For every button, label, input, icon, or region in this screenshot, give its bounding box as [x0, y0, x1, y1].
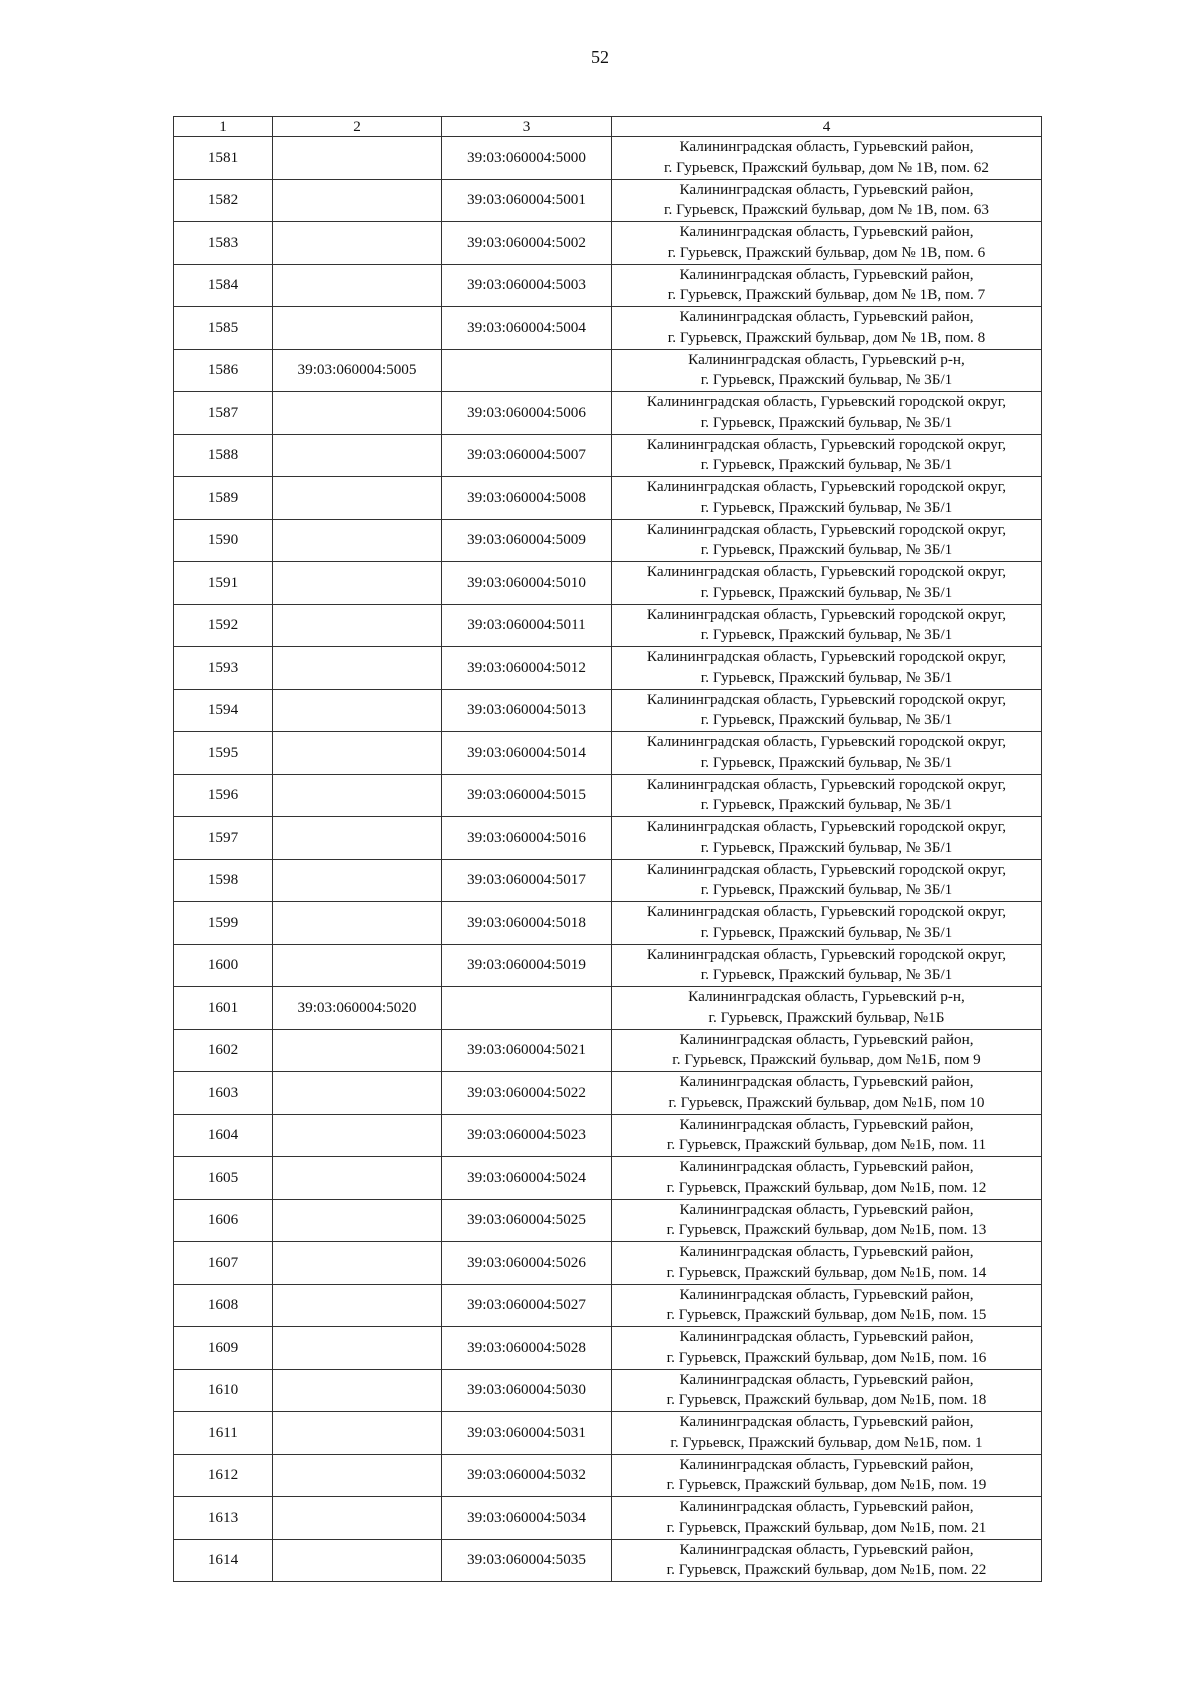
cadastral-number-col3-cell: 39:03:060004:5011	[442, 604, 612, 647]
cadastral-number-col2-cell	[273, 179, 442, 222]
address-line-2: г. Гурьевск, Пражский бульвар, № 3Б/1	[700, 626, 953, 644]
table-row	[174, 477, 1042, 520]
row-number-cell: 1587	[174, 392, 273, 435]
table-row	[174, 604, 1042, 647]
address-cell	[612, 434, 1042, 477]
registry-table	[173, 116, 1042, 1582]
address-line-1: Калининградская область, Гурьевский городской округ,	[646, 435, 1007, 453]
row-number-cell: 1611	[174, 1412, 273, 1455]
address-line-2: г. Гурьевск, Пражский бульвар, дом №1Б, пом. 13	[666, 1221, 987, 1239]
address-cell	[612, 519, 1042, 562]
row-number-cell: 1599	[174, 902, 273, 945]
address-cell	[612, 477, 1042, 520]
cadastral-number-col2-cell	[273, 1454, 442, 1497]
table-row	[174, 817, 1042, 860]
table-row	[174, 647, 1042, 690]
address-cell	[612, 647, 1042, 690]
cadastral-number-col2-cell	[273, 774, 442, 817]
cadastral-number-col3-cell: 39:03:060004:5032	[442, 1454, 612, 1497]
cadastral-number-col2-cell	[273, 902, 442, 945]
table-row	[174, 732, 1042, 775]
address-line-1: Калининградская область, Гурьевский район,	[679, 1540, 974, 1558]
row-number-cell: 1596	[174, 774, 273, 817]
cadastral-number-col3-cell: 39:03:060004:5002	[442, 222, 612, 265]
address-cell	[612, 1327, 1042, 1370]
row-number-cell: 1595	[174, 732, 273, 775]
address-line-1: Калининградская область, Гурьевский городской округ,	[646, 818, 1007, 836]
address-cell	[612, 1369, 1042, 1412]
table-row	[174, 392, 1042, 435]
address-cell	[612, 1157, 1042, 1200]
table-row	[174, 222, 1042, 265]
address-line-2: г. Гурьевск, Пражский бульвар, №1Б	[708, 1008, 945, 1026]
cadastral-number-col3-cell: 39:03:060004:5012	[442, 647, 612, 690]
cadastral-number-col2-cell	[273, 1114, 442, 1157]
address-cell	[612, 817, 1042, 860]
row-number-cell: 1603	[174, 1072, 273, 1115]
cadastral-number-col2-cell	[273, 477, 442, 520]
row-number-cell: 1601	[174, 987, 273, 1030]
address-line-2: г. Гурьевск, Пражский бульвар, № 3Б/1	[700, 541, 953, 559]
header-col-1: 1	[174, 117, 273, 137]
cadastral-number-col2-cell: 39:03:060004:5020	[273, 987, 442, 1030]
table-row	[174, 307, 1042, 350]
address-cell	[612, 264, 1042, 307]
cadastral-number-col2-cell	[273, 689, 442, 732]
page-number: 52	[591, 47, 609, 67]
table-row	[174, 1114, 1042, 1157]
header-col-2: 2	[273, 117, 442, 137]
table-row	[174, 944, 1042, 987]
address-cell	[612, 1284, 1042, 1327]
address-line-1: Калининградская область, Гурьевский район,	[679, 1328, 974, 1346]
cadastral-number-col2-cell	[273, 1072, 442, 1115]
cadastral-number-col3-cell: 39:03:060004:5024	[442, 1157, 612, 1200]
cadastral-number-col3-cell: 39:03:060004:5018	[442, 902, 612, 945]
table-row	[174, 349, 1042, 392]
address-line-2: г. Гурьевск, Пражский бульвар, № 3Б/1	[700, 711, 953, 729]
address-cell	[612, 349, 1042, 392]
address-line-1: Калининградская область, Гурьевский городской округ,	[646, 478, 1007, 496]
address-line-2: г. Гурьевск, Пражский бульвар, № 3Б/1	[700, 923, 953, 941]
address-cell	[612, 1199, 1042, 1242]
address-cell	[612, 562, 1042, 605]
cadastral-number-col2-cell: 39:03:060004:5005	[273, 349, 442, 392]
row-number-cell: 1588	[174, 434, 273, 477]
table-row	[174, 1454, 1042, 1497]
cadastral-number-col3-cell: 39:03:060004:5027	[442, 1284, 612, 1327]
address-line-1: Калининградская область, Гурьевский район,	[679, 265, 974, 283]
address-line-2: г. Гурьевск, Пражский бульвар, дом №1Б, пом. 15	[666, 1306, 987, 1324]
table-header	[174, 117, 1042, 137]
row-number-cell: 1605	[174, 1157, 273, 1200]
address-cell	[612, 859, 1042, 902]
address-cell	[612, 222, 1042, 265]
row-number-cell: 1607	[174, 1242, 273, 1285]
address-line-2: г. Гурьевск, Пражский бульвар, дом № 1В, пом. 6	[667, 243, 986, 261]
address-cell	[612, 689, 1042, 732]
table-row	[174, 179, 1042, 222]
address-line-1: Калининградская область, Гурьевский район,	[679, 1115, 974, 1133]
address-line-1: Калининградская область, Гурьевский городской округ,	[646, 393, 1007, 411]
cadastral-number-col3-cell: 39:03:060004:5007	[442, 434, 612, 477]
address-line-1: Калининградская область, Гурьевский городской округ,	[646, 648, 1007, 666]
address-cell	[612, 1539, 1042, 1582]
address-line-2: г. Гурьевск, Пражский бульвар, дом №1Б, пом. 14	[666, 1263, 987, 1281]
address-line-1: Калининградская область, Гурьевский район,	[679, 1073, 974, 1091]
cadastral-number-col3-cell: 39:03:060004:5013	[442, 689, 612, 732]
row-number-cell: 1609	[174, 1327, 273, 1370]
address-line-2: г. Гурьевск, Пражский бульвар, дом № 1В, пом. 63	[664, 201, 989, 219]
address-line-1: Калининградская область, Гурьевский городской округ,	[646, 520, 1007, 538]
address-line-1: Калининградская область, Гурьевский р-н,	[688, 988, 965, 1006]
row-number-cell: 1589	[174, 477, 273, 520]
table-row	[174, 902, 1042, 945]
row-number-cell: 1592	[174, 604, 273, 647]
cadastral-number-col2-cell	[273, 1242, 442, 1285]
cadastral-number-col3-cell: 39:03:060004:5004	[442, 307, 612, 350]
cadastral-number-col3-cell: 39:03:060004:5019	[442, 944, 612, 987]
header-col-4: 4	[612, 117, 1042, 137]
address-cell	[612, 179, 1042, 222]
table-row	[174, 1369, 1042, 1412]
cadastral-number-col3-cell: 39:03:060004:5008	[442, 477, 612, 520]
address-line-1: Калининградская область, Гурьевский р-н,	[688, 350, 965, 368]
row-number-cell: 1584	[174, 264, 273, 307]
address-line-2: г. Гурьевск, Пражский бульвар, дом № 1В, пом. 62	[664, 158, 989, 176]
cadastral-number-col3-cell: 39:03:060004:5017	[442, 859, 612, 902]
cadastral-number-col3-cell: 39:03:060004:5026	[442, 1242, 612, 1285]
row-number-cell: 1613	[174, 1497, 273, 1540]
address-line-1: Калининградская область, Гурьевский район,	[679, 308, 974, 326]
address-line-1: Калининградская область, Гурьевский район,	[679, 1158, 974, 1176]
table-row	[174, 987, 1042, 1030]
cadastral-number-col2-cell	[273, 434, 442, 477]
cadastral-number-col2-cell	[273, 859, 442, 902]
address-line-2: г. Гурьевск, Пражский бульвар, № 3Б/1	[700, 456, 953, 474]
row-number-cell: 1598	[174, 859, 273, 902]
address-cell	[612, 137, 1042, 180]
table-row	[174, 1284, 1042, 1327]
cadastral-number-col2-cell	[273, 1327, 442, 1370]
address-cell	[612, 1412, 1042, 1455]
address-line-1: Калининградская область, Гурьевский район,	[679, 1285, 974, 1303]
row-number-cell: 1590	[174, 519, 273, 562]
address-cell	[612, 1114, 1042, 1157]
cadastral-number-col3-cell	[442, 349, 612, 392]
row-number-cell: 1610	[174, 1369, 273, 1412]
table-row	[174, 1029, 1042, 1072]
table-row	[174, 1199, 1042, 1242]
address-cell	[612, 1242, 1042, 1285]
address-line-1: Калининградская область, Гурьевский район,	[679, 180, 974, 198]
cadastral-number-col2-cell	[273, 604, 442, 647]
cadastral-number-col2-cell	[273, 307, 442, 350]
address-line-2: г. Гурьевск, Пражский бульвар, № 3Б/1	[700, 753, 953, 771]
header-col-3: 3	[442, 117, 612, 137]
cadastral-number-col3-cell: 39:03:060004:5022	[442, 1072, 612, 1115]
row-number-cell: 1614	[174, 1539, 273, 1582]
table-row	[174, 1157, 1042, 1200]
address-line-2: г. Гурьевск, Пражский бульвар, № 3Б/1	[700, 498, 953, 516]
row-number-cell: 1582	[174, 179, 273, 222]
cadastral-number-col3-cell: 39:03:060004:5028	[442, 1327, 612, 1370]
address-line-2: г. Гурьевск, Пражский бульвар, дом № 1В, пом. 7	[667, 286, 986, 304]
address-line-2: г. Гурьевск, Пражский бульвар, дом №1Б, пом 9	[672, 1051, 981, 1069]
table-row	[174, 434, 1042, 477]
cadastral-number-col3-cell: 39:03:060004:5030	[442, 1369, 612, 1412]
address-cell	[612, 392, 1042, 435]
cadastral-number-col2-cell	[273, 1284, 442, 1327]
address-line-1: Калининградская область, Гурьевский городской округ,	[646, 860, 1007, 878]
table-row	[174, 562, 1042, 605]
address-line-2: г. Гурьевск, Пражский бульвар, дом №1Б, пом. 12	[666, 1178, 987, 1196]
row-number-cell: 1583	[174, 222, 273, 265]
row-number-cell: 1586	[174, 349, 273, 392]
row-number-cell: 1612	[174, 1454, 273, 1497]
address-line-2: г. Гурьевск, Пражский бульвар, дом №1Б, пом. 11	[666, 1136, 987, 1154]
cadastral-number-col3-cell: 39:03:060004:5021	[442, 1029, 612, 1072]
cadastral-number-col3-cell: 39:03:060004:5000	[442, 137, 612, 180]
address-line-2: г. Гурьевск, Пражский бульвар, дом №1Б, пом. 21	[666, 1518, 987, 1536]
address-line-1: Калининградская область, Гурьевский городской округ,	[646, 733, 1007, 751]
cadastral-number-col2-cell	[273, 732, 442, 775]
cadastral-number-col3-cell: 39:03:060004:5001	[442, 179, 612, 222]
address-line-1: Калининградская область, Гурьевский район,	[679, 1243, 974, 1261]
cadastral-number-col3-cell: 39:03:060004:5015	[442, 774, 612, 817]
table-row	[174, 689, 1042, 732]
address-line-1: Калининградская область, Гурьевский район,	[679, 1455, 974, 1473]
address-cell	[612, 1497, 1042, 1540]
address-line-1: Калининградская область, Гурьевский городской округ,	[646, 903, 1007, 921]
address-line-2: г. Гурьевск, Пражский бульвар, № 3Б/1	[700, 371, 953, 389]
address-line-1: Калининградская область, Гурьевский район,	[679, 1030, 974, 1048]
cadastral-number-col2-cell	[273, 944, 442, 987]
cadastral-number-col2-cell	[273, 1029, 442, 1072]
address-line-2: г. Гурьевск, Пражский бульвар, № 3Б/1	[700, 583, 953, 601]
address-line-1: Калининградская область, Гурьевский район,	[679, 1200, 974, 1218]
address-line-2: г. Гурьевск, Пражский бульвар, № 3Б/1	[700, 966, 953, 984]
row-number-cell: 1597	[174, 817, 273, 860]
address-cell	[612, 987, 1042, 1030]
cadastral-number-col3-cell: 39:03:060004:5006	[442, 392, 612, 435]
address-cell	[612, 902, 1042, 945]
cadastral-number-col3-cell: 39:03:060004:5031	[442, 1412, 612, 1455]
row-number-cell: 1585	[174, 307, 273, 350]
address-line-1: Калининградская область, Гурьевский городской округ,	[646, 605, 1007, 623]
address-line-2: г. Гурьевск, Пражский бульвар, № 3Б/1	[700, 881, 953, 899]
row-number-cell: 1581	[174, 137, 273, 180]
address-line-2: г. Гурьевск, Пражский бульвар, дом №1Б, пом. 1	[670, 1433, 983, 1451]
address-cell	[612, 1454, 1042, 1497]
row-number-cell: 1604	[174, 1114, 273, 1157]
cadastral-number-col2-cell	[273, 1412, 442, 1455]
cadastral-number-col2-cell	[273, 137, 442, 180]
cadastral-number-col2-cell	[273, 1369, 442, 1412]
row-number-cell: 1608	[174, 1284, 273, 1327]
address-line-1: Калининградская область, Гурьевский городской округ,	[646, 945, 1007, 963]
cadastral-number-col3-cell: 39:03:060004:5016	[442, 817, 612, 860]
cadastral-number-col2-cell	[273, 392, 442, 435]
cadastral-number-col3-cell: 39:03:060004:5009	[442, 519, 612, 562]
address-line-2: г. Гурьевск, Пражский бульвар, № 3Б/1	[700, 838, 953, 856]
address-line-2: г. Гурьевск, Пражский бульвар, дом №1Б, пом. 22	[666, 1561, 987, 1579]
row-number-cell: 1591	[174, 562, 273, 605]
address-cell	[612, 307, 1042, 350]
table-row	[174, 137, 1042, 180]
cadastral-number-col2-cell	[273, 647, 442, 690]
cadastral-number-col3-cell	[442, 987, 612, 1030]
cadastral-number-col3-cell: 39:03:060004:5034	[442, 1497, 612, 1540]
cadastral-number-col3-cell: 39:03:060004:5025	[442, 1199, 612, 1242]
table-body	[174, 137, 1042, 1582]
table-row	[174, 1327, 1042, 1370]
address-line-1: Калининградская область, Гурьевский район,	[679, 1413, 974, 1431]
address-line-2: г. Гурьевск, Пражский бульвар, дом № 1В, пом. 8	[667, 328, 986, 346]
row-number-cell: 1600	[174, 944, 273, 987]
cadastral-number-col3-cell: 39:03:060004:5014	[442, 732, 612, 775]
address-cell	[612, 732, 1042, 775]
table-row	[174, 1412, 1042, 1455]
address-line-2: г. Гурьевск, Пражский бульвар, дом №1Б, пом. 18	[666, 1391, 987, 1409]
address-cell	[612, 944, 1042, 987]
table-row	[174, 1072, 1042, 1115]
table-row	[174, 264, 1042, 307]
address-cell	[612, 1072, 1042, 1115]
address-line-1: Калининградская область, Гурьевский городской округ,	[646, 775, 1007, 793]
address-line-1: Калининградская область, Гурьевский район,	[679, 223, 974, 241]
address-line-2: г. Гурьевск, Пражский бульвар, № 3Б/1	[700, 668, 953, 686]
table-row	[174, 519, 1042, 562]
cadastral-number-col2-cell	[273, 817, 442, 860]
row-number-cell: 1602	[174, 1029, 273, 1072]
address-line-2: г. Гурьевск, Пражский бульвар, № 3Б/1	[700, 413, 953, 431]
row-number-cell: 1606	[174, 1199, 273, 1242]
cadastral-number-col2-cell	[273, 562, 442, 605]
address-line-1: Калининградская область, Гурьевский район,	[679, 1498, 974, 1516]
cadastral-number-col3-cell: 39:03:060004:5003	[442, 264, 612, 307]
cadastral-number-col2-cell	[273, 519, 442, 562]
row-number-cell: 1594	[174, 689, 273, 732]
address-line-1: Калининградская область, Гурьевский городской округ,	[646, 690, 1007, 708]
cadastral-number-col2-cell	[273, 222, 442, 265]
cadastral-number-col2-cell	[273, 1199, 442, 1242]
address-line-2: г. Гурьевск, Пражский бульвар, дом №1Б, пом. 19	[666, 1476, 987, 1494]
address-line-1: Калининградская область, Гурьевский городской округ,	[646, 563, 1007, 581]
cadastral-number-col3-cell: 39:03:060004:5010	[442, 562, 612, 605]
address-line-1: Калининградская область, Гурьевский район,	[679, 1370, 974, 1388]
address-line-2: г. Гурьевск, Пражский бульвар, дом №1Б, пом. 16	[666, 1348, 987, 1366]
cadastral-number-col2-cell	[273, 1497, 442, 1540]
cadastral-number-col3-cell: 39:03:060004:5023	[442, 1114, 612, 1157]
cadastral-number-col2-cell	[273, 1539, 442, 1582]
address-cell	[612, 1029, 1042, 1072]
row-number-cell: 1593	[174, 647, 273, 690]
address-cell	[612, 774, 1042, 817]
table-row	[174, 859, 1042, 902]
address-cell	[612, 604, 1042, 647]
address-line-1: Калининградская область, Гурьевский район,	[679, 138, 974, 156]
cadastral-number-col2-cell	[273, 264, 442, 307]
cadastral-number-col3-cell: 39:03:060004:5035	[442, 1539, 612, 1582]
cadastral-number-col2-cell	[273, 1157, 442, 1200]
header-row	[174, 117, 1042, 137]
address-line-2: г. Гурьевск, Пражский бульвар, № 3Б/1	[700, 796, 953, 814]
address-line-2: г. Гурьевск, Пражский бульвар, дом №1Б, пом 10	[668, 1093, 985, 1111]
table-row	[174, 1242, 1042, 1285]
table-row	[174, 1539, 1042, 1582]
table-row	[174, 774, 1042, 817]
table-row	[174, 1497, 1042, 1540]
